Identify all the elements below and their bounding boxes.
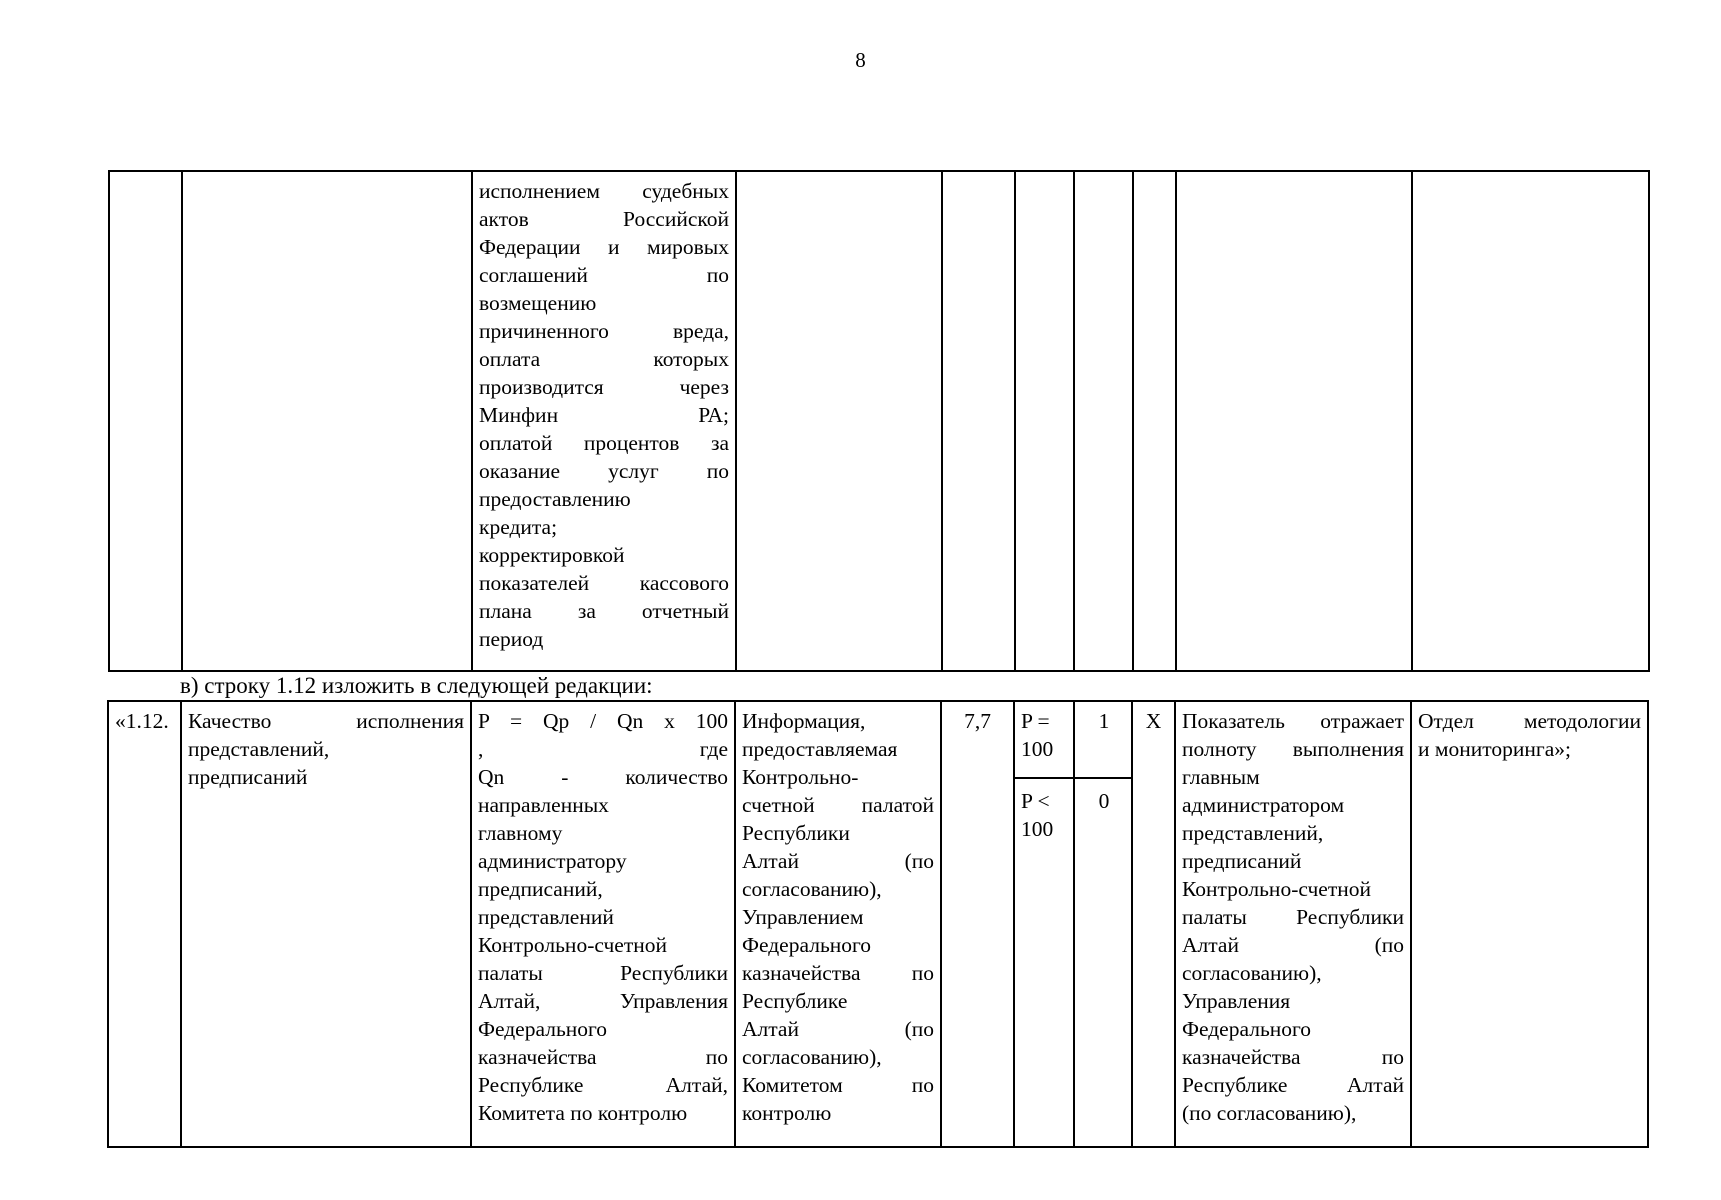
text-line: Алтай, Управления <box>478 989 728 1013</box>
description-cell <box>1175 701 1411 1147</box>
text-line: палаты Республики <box>1182 905 1404 929</box>
text-line: согласованию), <box>742 1045 882 1069</box>
text-line: Федерации и мировых <box>479 235 729 259</box>
continued-table <box>108 170 1650 672</box>
weight-value: 7,7 <box>941 701 1014 1147</box>
text-line: главному <box>478 821 563 845</box>
formula-cell <box>471 701 735 1147</box>
cell-empty <box>109 171 182 671</box>
text-line: согласованию), <box>742 877 882 901</box>
score-zero: 0 <box>1074 778 1133 1146</box>
text-line: (по согласованию), <box>1182 1101 1357 1125</box>
text-line: полноту выполнения <box>1182 737 1404 761</box>
cell-empty <box>942 171 1015 671</box>
text-line: казначейства по <box>1182 1045 1404 1069</box>
row-number: «1.12. <box>108 701 181 1147</box>
text-line: производится через <box>479 375 729 399</box>
text-line: Алтай (по <box>742 849 934 873</box>
text-line: оплата которых <box>479 347 729 371</box>
text-line: возмещению <box>479 291 597 315</box>
text-line: предписаний, <box>478 877 603 901</box>
text-line: казначейства по <box>478 1045 728 1069</box>
text-line: Показатель отражает <box>1182 709 1404 733</box>
text-line: показателей кассового <box>479 571 729 595</box>
text-line: Федерального <box>478 1017 608 1041</box>
text-line: Республике <box>742 989 848 1013</box>
text-line: Комитета по контролю <box>478 1101 688 1125</box>
text-line: причиненного вреда, <box>479 319 729 343</box>
cell-empty <box>1412 171 1649 671</box>
text-line: Республике Алтай <box>1182 1073 1404 1097</box>
text-line: Информация, <box>742 709 866 733</box>
x-mark: X <box>1132 701 1175 1147</box>
text-line: предоставляемая <box>742 737 898 761</box>
scoring-cell <box>1014 701 1132 1147</box>
text-line: актов Российской <box>479 207 729 231</box>
text-line: соглашений по <box>479 263 729 287</box>
text-line: палаты Республики <box>478 961 728 985</box>
responsible-cell <box>1411 701 1648 1147</box>
cell-empty <box>182 171 472 671</box>
text-line: согласованию), <box>1182 961 1322 985</box>
text-line: Республике Алтай, <box>478 1073 728 1097</box>
text-line: представлений <box>478 905 614 929</box>
text-line: Минфин РА; <box>479 403 729 427</box>
text-line: Федерального <box>1182 1017 1312 1041</box>
text-line: кредита; <box>479 515 558 539</box>
text-line: администратором <box>1182 793 1345 817</box>
text-line: главным <box>1182 765 1260 789</box>
text-line: предписаний <box>188 765 308 789</box>
amendment-intro-text: в) строку 1.12 изложить в следующей редакции: <box>180 673 653 698</box>
indicator-name-cell <box>181 701 471 1147</box>
condition-less: P < 100 <box>1015 778 1074 1146</box>
text-line: администратору <box>478 849 627 873</box>
text-line: Управлением <box>742 905 864 929</box>
text-line: Отдел методологии <box>1418 709 1641 733</box>
text-line: Федерального <box>742 933 872 957</box>
scoring-subtable <box>1015 702 1133 1146</box>
text-line: P = Qp / Qn x 100 <box>478 709 728 733</box>
cell-empty <box>1074 171 1133 671</box>
condition-equal: P = 100 <box>1015 702 1074 778</box>
text-line: оказание услуг по <box>479 459 729 483</box>
text-line: Контрольно-счетной <box>1182 877 1371 901</box>
score-one: 1 <box>1098 709 1110 733</box>
text-line: Контрольно- <box>742 765 859 789</box>
text-line: Qn - количество <box>478 765 728 789</box>
source-cell <box>735 701 941 1147</box>
text-line: Республики <box>742 821 850 845</box>
text-line: , где <box>478 737 728 761</box>
text-line: счетной палатой <box>742 793 934 817</box>
text-line: Алтай (по <box>742 1017 934 1041</box>
text-line: направленных <box>478 793 609 817</box>
cell-empty <box>1015 171 1074 671</box>
text-line: и мониторинга»; <box>1418 737 1571 761</box>
text-line: Контрольно-счетной <box>478 933 667 957</box>
text-line: исполнением судебных <box>479 179 729 203</box>
text-line: контролю <box>742 1101 832 1125</box>
text-line: представлений, <box>188 737 330 761</box>
cell-empty <box>1133 171 1176 671</box>
text-line: предоставлению <box>479 487 631 511</box>
text-line: представлений, <box>1182 821 1324 845</box>
text-line: плана за отчетный <box>479 599 729 623</box>
row-112-table <box>107 700 1649 1148</box>
text-line: Качество исполнения <box>188 709 464 733</box>
text-line: Комитетом по <box>742 1073 934 1097</box>
text-line: казначейства по <box>742 961 934 985</box>
continued-formula-cell <box>472 171 736 671</box>
cell-empty <box>736 171 942 671</box>
text-line: Управления <box>1182 989 1291 1013</box>
text-line: предписаний <box>1182 849 1302 873</box>
text-line: корректировкой <box>479 543 625 567</box>
text-line: оплатой процентов за <box>479 431 729 455</box>
cell-empty <box>1176 171 1412 671</box>
text-line: период <box>479 627 544 651</box>
text-line: Алтай (по <box>1182 933 1404 957</box>
page-number: 8 <box>855 48 866 72</box>
